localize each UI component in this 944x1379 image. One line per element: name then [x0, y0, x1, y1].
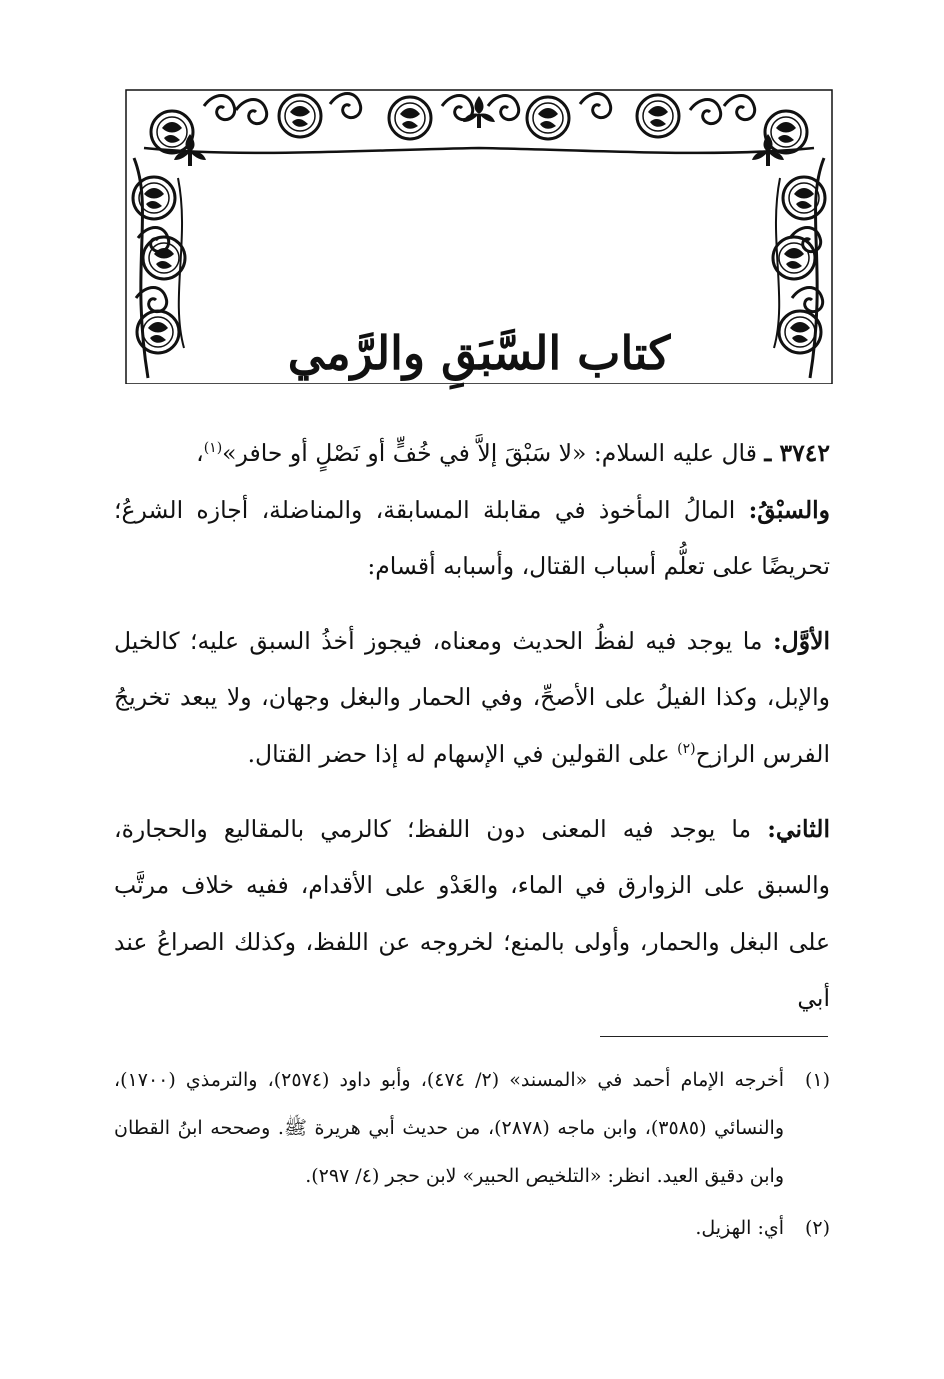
- term-heading: الأوَّل:: [772, 626, 830, 655]
- footnote-number: (٢): [804, 1217, 830, 1239]
- footnote-text: أخرجه الإمام أحمد في «المسند» (٢/ ٤٧٤)، وأبو داود (٢٥٧٤)، والترمذي (١٧٠٠)، والنسائي (٣٥٨٥)، وابن ماجه (٢٨٧٨)، من حديث أبي هريرة ﷺ. وصححه ابنُ القطان وابن دقيق العيد. انظر: «التلخيص الحبير» لابن حجر (٤/ ٢٩٧).: [114, 1069, 785, 1187]
- footnote-number: (١): [804, 1069, 830, 1091]
- paragraph-hadith: [114, 425, 830, 482]
- footnote-text: أي: الهزيل.: [695, 1217, 784, 1239]
- footnote-item: [114, 1204, 830, 1252]
- paragraph-definition: [114, 482, 830, 595]
- paragraph-second-category: [114, 801, 830, 1027]
- paragraph-first-category: [114, 613, 830, 783]
- paragraph-tail: ،: [196, 439, 204, 467]
- main-text: [114, 425, 830, 1045]
- term-heading: والسبْقُ:: [748, 495, 830, 524]
- footnote-divider: [600, 1036, 828, 1037]
- chapter-title: كتاب السَّبَقِ والرَّمي: [287, 326, 671, 380]
- footnote-ref[interactable]: (٢): [677, 741, 696, 758]
- paragraph-text: قال عليه السلام: «لا سَبْقَ إلاَّ في خُفٍّ أو نَصْلٍ أو حافر»: [222, 439, 757, 467]
- ornamental-header-frame: [124, 88, 834, 384]
- paragraph-text: ما يوجد فيه لفظُ الحديث ومعناه، فيجوز أخذُ السبق عليه؛ كالخيل والإبل، وكذا الفيلُ على الأصحِّ، وفي الحمار والبغل وجهان، ولا يبعد تخريجُ الفرس الرازح: [114, 626, 830, 768]
- paragraph-tail: على القولين في الإسهام له إذا حضر القتال.: [247, 739, 670, 768]
- term-heading: الثاني:: [767, 814, 830, 843]
- footnote-ref[interactable]: (١): [203, 440, 223, 457]
- top-band-ornament: [144, 94, 814, 154]
- hadith-number: ٣٧٤٢ ـ: [764, 439, 830, 467]
- paragraph-text: المالُ المأخوذ في مقابلة المسابقة، والمناضلة، أجازه الشرعُ؛ تحريضًا على تعلُّم أسباب القتال، وأسبابه أقسام:: [114, 495, 830, 581]
- footnote-item: [114, 1056, 830, 1200]
- footnotes: [114, 1056, 830, 1256]
- paragraph-text: ما يوجد فيه المعنى دون اللفظ؛ كالرمي بالمقاليع والحجارة، والسبق على الزوارق في الماء، والعَدْو على الأقدام، ففيه خلاف مرتَّب على البغل والحمار، وأولى بالمنع؛ لخروجه عن اللفظ، وكذلك الصراعُ عند أبي: [114, 814, 830, 1013]
